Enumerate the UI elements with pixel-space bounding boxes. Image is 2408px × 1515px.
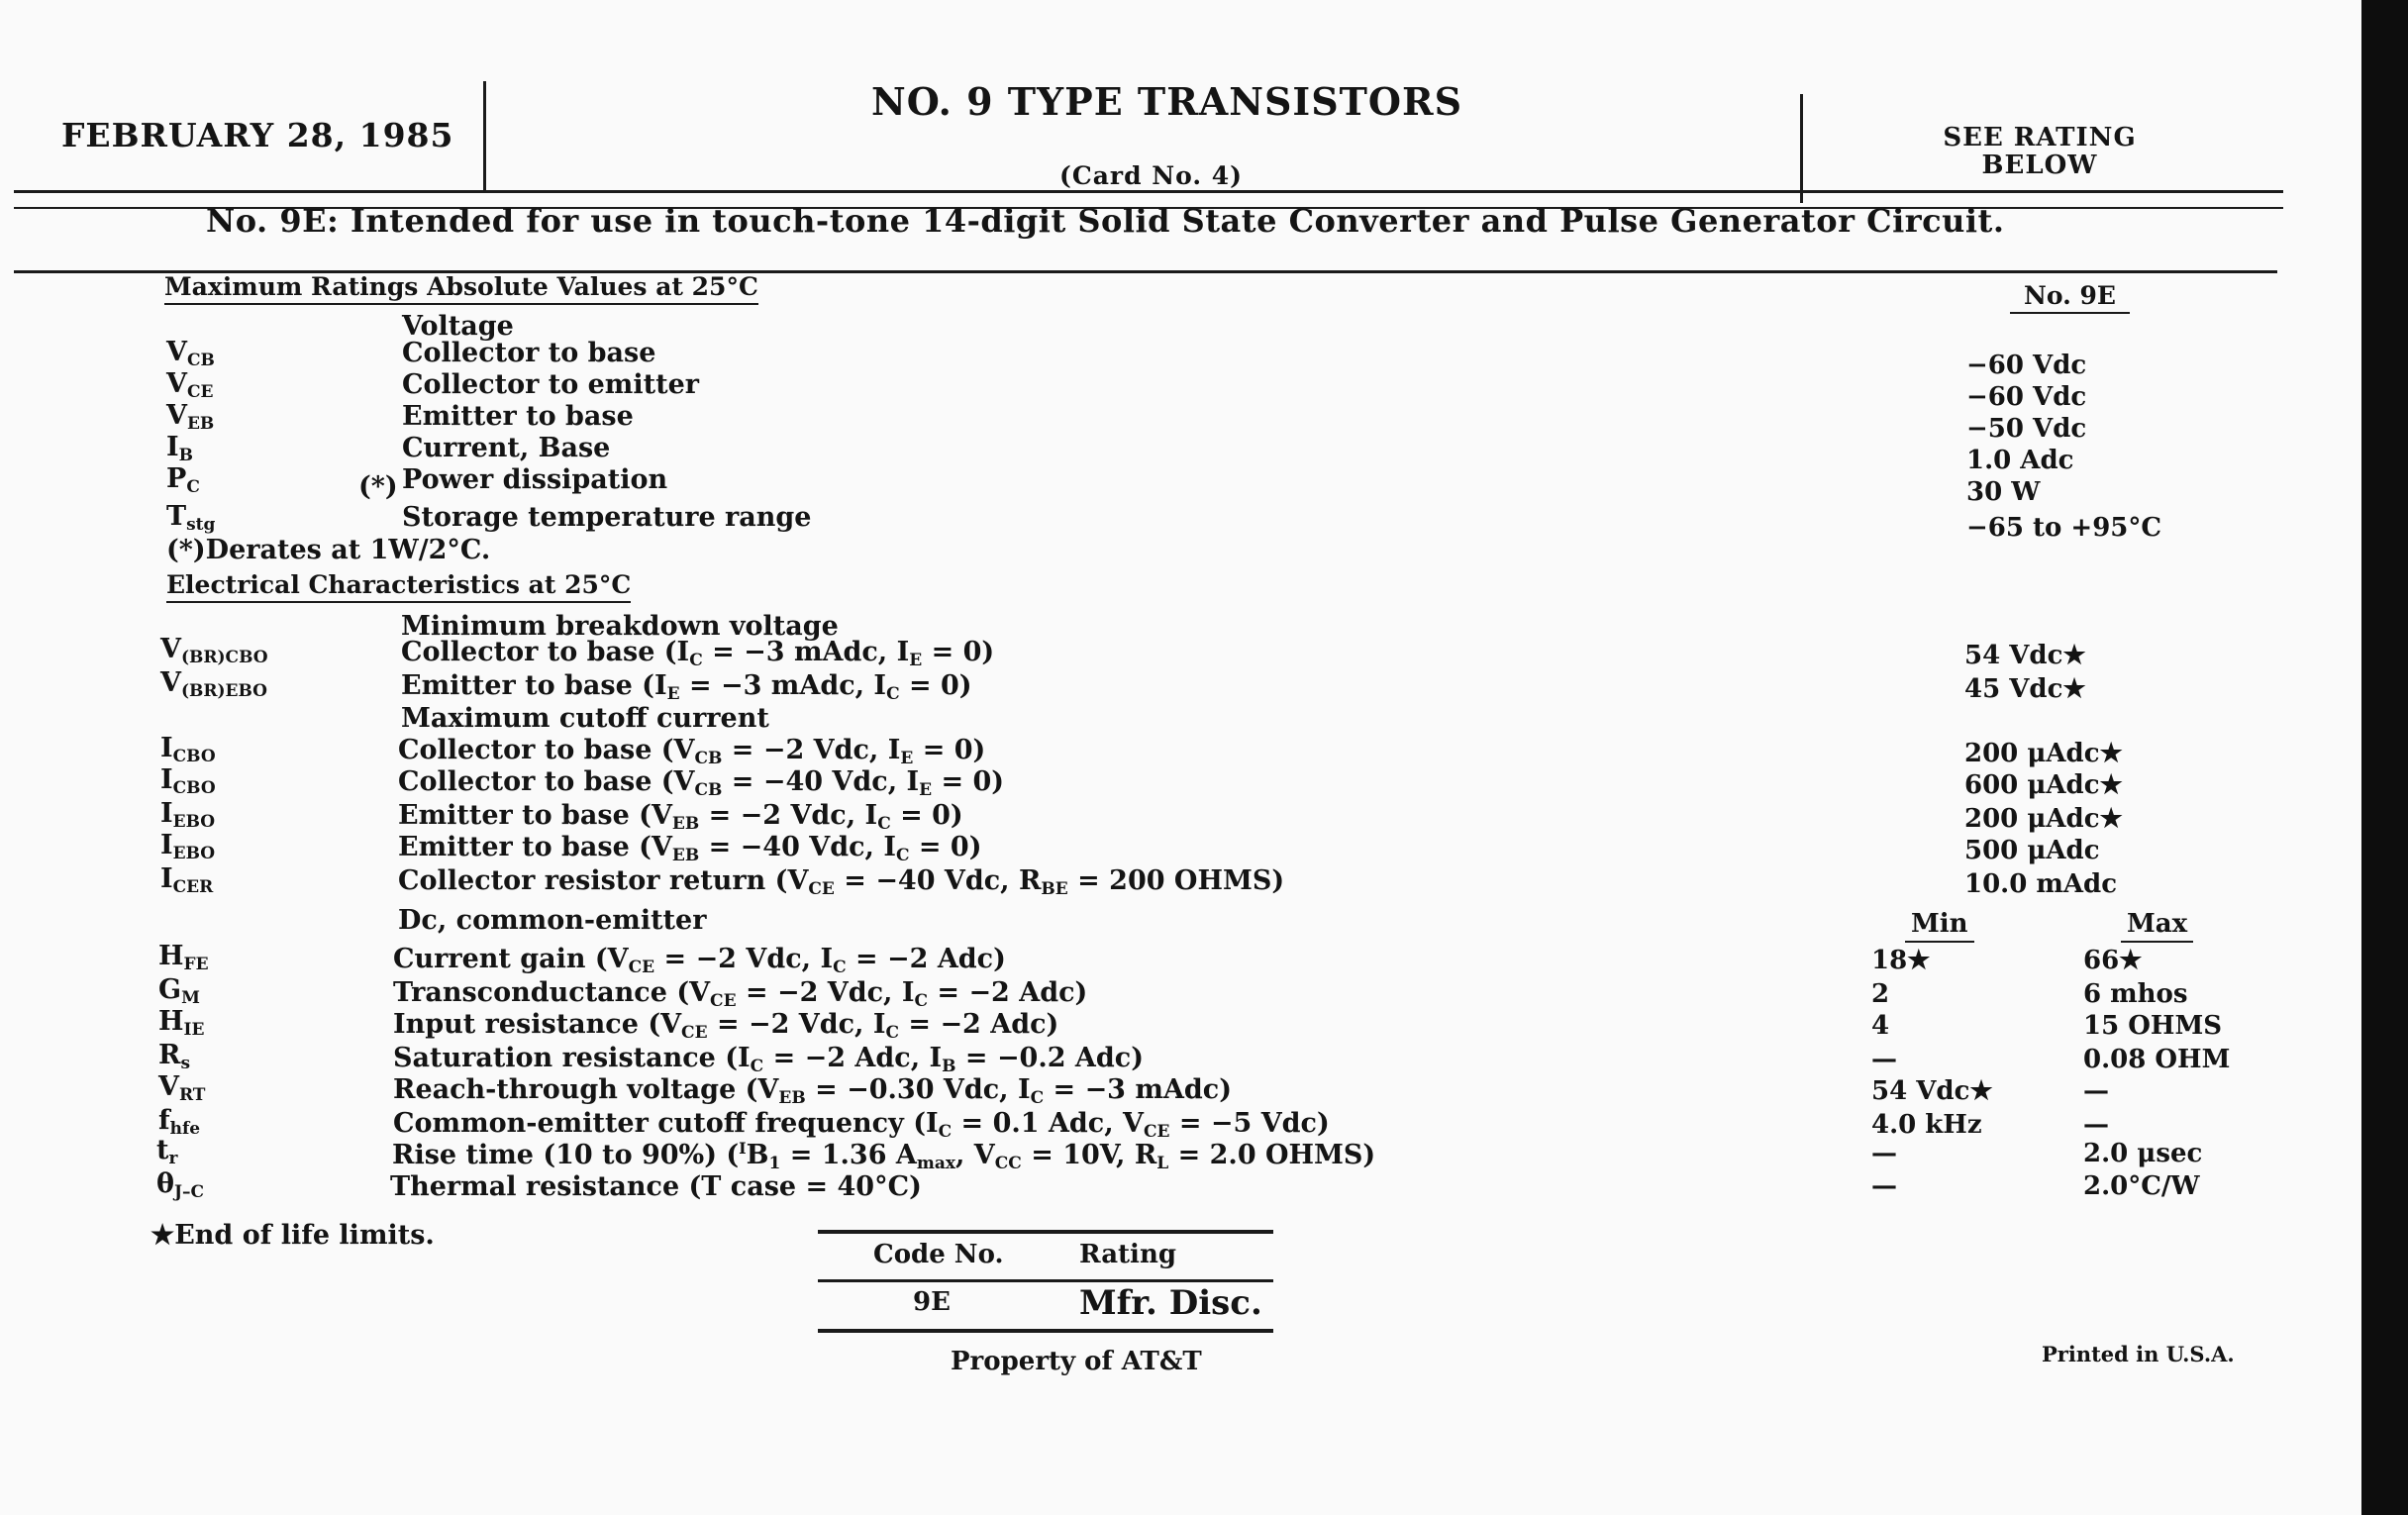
card-title: NO. 9 TYPE TRANSISTORS	[871, 79, 1463, 124]
desc-part: = −3 mAdc, I	[702, 637, 910, 667]
desc-part: = 0)	[909, 832, 982, 862]
max-rating-description: Emitter to base	[402, 401, 634, 432]
cutoff-description	[398, 832, 981, 865]
desc-part: Collector resistor return (V	[398, 865, 809, 896]
breakdown-group-label: Minimum breakdown voltage	[401, 611, 839, 642]
symbol-sub: CB	[186, 351, 215, 370]
symbol-main: R	[158, 1040, 181, 1070]
desc-part: Common-emitter cutoff frequency (I	[393, 1108, 939, 1139]
breakdown-value-text: 54 Vdc	[1964, 641, 2063, 670]
desc-part: Saturation resistance (I	[393, 1043, 751, 1073]
cutoff-symbol	[160, 733, 216, 766]
dc-symbol	[158, 1006, 204, 1040]
symbol-main: T	[166, 501, 187, 532]
desc-part: = −2 Adc)	[846, 944, 1006, 974]
max-rating-description: Collector to emitter	[402, 369, 699, 400]
desc-part: = −2 Adc, I	[763, 1043, 943, 1073]
desc-part: = −2 Vdc, I	[707, 1009, 886, 1040]
rise-desc-d: , V	[954, 1140, 995, 1170]
desc-part: = 200 OHMS)	[1067, 865, 1285, 896]
cutoff-group-label: Maximum cutoff current	[401, 703, 769, 734]
cutoff-symbol	[160, 863, 213, 897]
symbol-main: I	[166, 432, 179, 462]
breakdown-symbol	[160, 634, 268, 667]
max-rating-symbol	[166, 337, 215, 370]
desc-sub: EB	[778, 1088, 806, 1108]
breakdown-value	[1964, 674, 2086, 704]
rise-time-symbol-sub: r	[168, 1149, 178, 1168]
cutoff-description	[398, 865, 1284, 899]
card-number: (Card No. 4)	[1059, 161, 1243, 190]
symbol-sub: FE	[183, 955, 209, 974]
rise-desc-e: = 10V, R	[1021, 1140, 1157, 1170]
min-column-heading: Min	[1905, 909, 1974, 943]
dc-max-value: 0.08 OHM	[2083, 1045, 2231, 1074]
desc-sub: CE	[808, 879, 835, 899]
max-rating-description: Current, Base	[402, 433, 611, 463]
rise-desc-sub-max: max	[916, 1154, 955, 1173]
symbol-sub: EBO	[172, 812, 216, 832]
property-line: Property of AT&T	[951, 1347, 1202, 1376]
thermal-symbol-sub: J–C	[174, 1182, 205, 1202]
desc-part: Current gain (V	[393, 944, 629, 974]
max-rating-symbol	[166, 400, 214, 434]
rise-desc-sup: I	[739, 1139, 747, 1158]
symbol-sub: C	[186, 477, 200, 497]
desc-part: Emitter to base (I	[401, 670, 667, 701]
desc-part: Input resistance (V	[393, 1009, 682, 1040]
max-rating-description: Storage temperature range	[402, 502, 812, 533]
dc-min-value: 4.0 kHz	[1871, 1110, 1982, 1140]
desc-part: = −2 Vdc, I	[736, 977, 915, 1008]
desc-sub: BE	[1041, 879, 1068, 899]
desc-part: = −2 Vdc, I	[699, 800, 878, 831]
symbol-sub: B	[178, 446, 194, 465]
symbol-main: V	[166, 368, 187, 399]
symbol-sub: stg	[186, 515, 216, 535]
dc-min-value: 54 Vdc★	[1871, 1076, 1993, 1106]
breakdown-description	[401, 670, 972, 704]
dc-min-value: 2	[1871, 979, 1890, 1009]
cutoff-symbol	[160, 798, 215, 832]
max-ratings-heading: Maximum Ratings Absolute Values at 25°C	[164, 272, 758, 305]
desc-part: = −2 Adc)	[928, 977, 1088, 1008]
desc-sub: C	[895, 846, 910, 865]
rise-desc-b: B	[746, 1140, 769, 1170]
printed-line: Printed in U.S.A.	[2042, 1342, 2235, 1366]
intro-line: No. 9E: Intended for use in touch-tone 14-digit Solid State Converter and Pulse Generator Circuit.	[206, 202, 2005, 240]
symbol-main: V	[160, 667, 181, 698]
header-divider-right	[1800, 94, 1803, 203]
rise-desc-sub-cc: CC	[994, 1154, 1022, 1173]
breakdown-symbol	[160, 667, 267, 701]
thermal-min: —	[1871, 1171, 1897, 1201]
symbol-main: I	[160, 764, 173, 795]
cutoff-value-text: 500 μAdc	[1964, 836, 2100, 865]
symbol-sub: CE	[186, 382, 214, 402]
rise-time-description	[392, 1139, 1375, 1173]
rating-note-line2: BELOW	[1981, 151, 2098, 180]
rating-heading: Rating	[1079, 1240, 1177, 1269]
max-rating-symbol	[166, 368, 213, 402]
desc-sub: E	[919, 780, 933, 800]
symbol-sub: IE	[183, 1020, 205, 1040]
symbol-sub: EB	[186, 414, 215, 434]
dc-description	[393, 1043, 1144, 1076]
code-table-top-rule	[818, 1230, 1273, 1234]
desc-part: = −3 mAdc)	[1044, 1074, 1232, 1105]
rise-desc-a: Rise time (10 to 90%) (	[392, 1140, 740, 1170]
desc-part: Reach-through voltage (V	[393, 1074, 779, 1105]
desc-part: = 0)	[913, 735, 986, 765]
desc-sub: EB	[671, 846, 700, 865]
dc-max-value: —	[2083, 1076, 2109, 1106]
symbol-sub: CER	[172, 877, 214, 897]
max-rating-value: −65 to +95°C	[1966, 513, 2162, 543]
desc-part: = −3 mAdc, I	[679, 670, 887, 701]
symbol-sub: CBO	[172, 747, 216, 766]
cutoff-value	[1964, 869, 2117, 899]
symbol-main: I	[160, 733, 173, 763]
symbol-sub: (BR)CBO	[180, 648, 268, 667]
desc-part: = −2 Vdc, I	[722, 735, 901, 765]
desc-sub: C	[689, 651, 703, 670]
desc-part: = 0)	[932, 766, 1005, 797]
end-of-life-note: ★End of life limits.	[150, 1220, 435, 1251]
dc-symbol	[158, 1105, 200, 1139]
desc-part: = −2 Vdc, I	[654, 944, 834, 974]
desc-part: = −5 Vdc)	[1169, 1108, 1330, 1139]
max-rating-symbol	[166, 501, 215, 535]
cutoff-value	[1964, 739, 2123, 768]
voltage-group-label: Voltage	[402, 311, 514, 342]
code-table-bottom-rule	[818, 1329, 1273, 1333]
rise-time-max: 2.0 μsec	[2083, 1139, 2203, 1168]
max-rating-value: 30 W	[1966, 477, 2041, 507]
symbol-sub: (BR)EBO	[180, 681, 267, 701]
desc-sub: C	[833, 958, 847, 977]
symbol-main: V	[160, 634, 181, 664]
cutoff-symbol	[160, 764, 216, 798]
cutoff-description	[398, 735, 985, 768]
dc-description	[393, 977, 1087, 1011]
symbol-main: P	[166, 463, 187, 494]
thermal-symbol	[156, 1168, 204, 1202]
rise-time-symbol-main: t	[156, 1135, 169, 1165]
desc-sub: E	[900, 749, 914, 768]
max-rating-description: Power dissipation	[402, 464, 668, 495]
cutoff-description	[398, 800, 963, 834]
desc-part: Emitter to base (V	[398, 832, 672, 862]
thermal-max: 2.0°C/W	[2083, 1171, 2200, 1201]
dc-description	[393, 1108, 1330, 1142]
cutoff-value-text: 600 μAdc	[1964, 770, 2100, 800]
desc-sub: CE	[628, 958, 655, 977]
desc-part: = 0)	[890, 800, 963, 831]
card-edge-shadow	[2361, 0, 2408, 1515]
star-icon: ★	[2062, 674, 2086, 704]
star-icon: ★	[2099, 739, 2123, 768]
symbol-main: f	[158, 1105, 170, 1136]
symbol-main: V	[166, 337, 187, 367]
dc-max-value: —	[2083, 1110, 2109, 1140]
dc-symbol	[158, 974, 200, 1008]
max-rating-value: −60 Vdc	[1966, 382, 2087, 412]
code-no-heading: Code No.	[873, 1240, 1004, 1269]
desc-sub: E	[909, 651, 923, 670]
breakdown-value-text: 45 Vdc	[1964, 674, 2063, 704]
dc-symbol	[158, 941, 209, 974]
desc-sub: EB	[671, 814, 700, 834]
desc-part: = 0)	[899, 670, 972, 701]
desc-sub: CE	[681, 1023, 708, 1043]
max-rating-symbol	[166, 432, 193, 465]
desc-sub: C	[1030, 1088, 1045, 1108]
star-icon: ★	[2099, 804, 2123, 834]
dc-max-value: 15 OHMS	[2083, 1011, 2223, 1041]
symbol-sub: EBO	[172, 844, 216, 863]
cutoff-value-text: 200 μAdc	[1964, 739, 2100, 768]
symbol-main: H	[158, 941, 184, 971]
desc-sub: CE	[1143, 1122, 1170, 1142]
symbol-sub: RT	[178, 1085, 206, 1105]
rise-desc-f: = 2.0 OHMS)	[1168, 1140, 1376, 1170]
desc-sub: E	[666, 684, 680, 704]
desc-sub: C	[886, 684, 900, 704]
rating-note	[1931, 124, 2149, 179]
header-rule	[14, 190, 2283, 193]
rating-value: Mfr. Disc.	[1079, 1283, 1262, 1323]
symbol-main: I	[160, 830, 173, 860]
electrical-heading: Electrical Characteristics at 25°C	[166, 570, 631, 603]
header-divider-left	[483, 81, 486, 190]
dc-symbol	[158, 1040, 190, 1073]
code-table-mid-rule	[818, 1279, 1273, 1282]
desc-part: Transconductance (V	[393, 977, 711, 1008]
symbol-main: H	[158, 1006, 184, 1037]
rating-note-line1: SEE RATING	[1943, 123, 2137, 152]
code-value: 9E	[913, 1287, 951, 1317]
desc-sub: CE	[710, 991, 737, 1011]
dc-max-value: 6 mhos	[2083, 979, 2188, 1009]
star-icon: ★	[2062, 641, 2086, 670]
dc-min-value: —	[1871, 1045, 1897, 1074]
breakdown-description	[401, 637, 994, 670]
desc-part: = −40 Vdc, I	[699, 832, 896, 862]
max-column-heading: Max	[2121, 909, 2193, 943]
rise-desc-c: = 1.36 A	[780, 1140, 917, 1170]
symbol-main: I	[160, 863, 173, 894]
dc-max-value: 66★	[2083, 946, 2143, 975]
desc-sub: B	[942, 1057, 956, 1076]
max-rating-description: Collector to base	[402, 338, 656, 368]
dc-description	[393, 944, 1006, 977]
derate-note: (*)Derates at 1W/2°C.	[166, 535, 491, 565]
symbol-sub: CBO	[172, 778, 216, 798]
cutoff-value-text: 10.0 mAdc	[1964, 869, 2118, 899]
derate-marker: (*)	[358, 471, 398, 502]
symbol-main: V	[158, 1071, 179, 1102]
cutoff-value	[1964, 836, 2100, 865]
dc-description	[393, 1074, 1232, 1108]
symbol-main: V	[166, 400, 187, 431]
symbol-sub: hfe	[169, 1119, 201, 1139]
desc-part: = 0)	[922, 637, 995, 667]
max-rating-value: −50 Vdc	[1966, 414, 2087, 444]
symbol-sub: M	[181, 988, 200, 1008]
desc-part: = −40 Vdc, R	[834, 865, 1042, 896]
thermal-description: Thermal resistance (T case = 40°C)	[390, 1171, 922, 1202]
desc-part: Collector to base (V	[398, 766, 695, 797]
desc-sub: C	[885, 1023, 900, 1043]
dc-symbol	[158, 1071, 205, 1105]
rise-time-symbol	[156, 1135, 177, 1168]
desc-part: Emitter to base (V	[398, 800, 672, 831]
breakdown-value	[1964, 641, 2086, 670]
desc-part: = −0.2 Adc)	[955, 1043, 1144, 1073]
desc-sub: C	[750, 1057, 764, 1076]
symbol-main: I	[160, 798, 173, 829]
cutoff-description	[398, 766, 1004, 800]
dc-min-value: 18★	[1871, 946, 1931, 975]
no-9e-column-heading: No. 9E	[2010, 281, 2130, 314]
cutoff-value	[1964, 804, 2123, 834]
rise-desc-sub-1: 1	[768, 1154, 781, 1173]
max-rating-symbol	[166, 463, 200, 497]
star-icon: ★	[2099, 770, 2123, 800]
cutoff-value	[1964, 770, 2123, 800]
desc-part: = −0.30 Vdc, I	[805, 1074, 1031, 1105]
desc-part: Collector to base (V	[398, 735, 695, 765]
desc-sub: CB	[694, 780, 723, 800]
rise-desc-sub-l: L	[1156, 1154, 1169, 1173]
thermal-symbol-main: θ	[156, 1168, 175, 1199]
desc-sub: C	[877, 814, 891, 834]
rise-time-min: —	[1871, 1139, 1897, 1168]
desc-sub: CB	[694, 749, 723, 768]
dc-group-label: Dc, common-emitter	[398, 905, 707, 936]
card-date: FEBRUARY 28, 1985	[61, 116, 454, 154]
dc-description	[393, 1009, 1058, 1043]
desc-part: = −2 Adc)	[899, 1009, 1059, 1040]
desc-part: = 0.1 Adc, V	[952, 1108, 1144, 1139]
cutoff-symbol	[160, 830, 215, 863]
desc-part: = −40 Vdc, I	[722, 766, 920, 797]
symbol-main: G	[158, 974, 182, 1005]
desc-part: Collector to base (I	[401, 637, 690, 667]
dc-min-value: 4	[1871, 1011, 1890, 1041]
desc-sub: C	[914, 991, 929, 1011]
max-rating-value: −60 Vdc	[1966, 351, 2087, 380]
cutoff-value-text: 200 μAdc	[1964, 804, 2100, 834]
max-rating-value: 1.0 Adc	[1966, 446, 2074, 475]
symbol-sub: s	[180, 1054, 191, 1073]
desc-sub: C	[938, 1122, 953, 1142]
